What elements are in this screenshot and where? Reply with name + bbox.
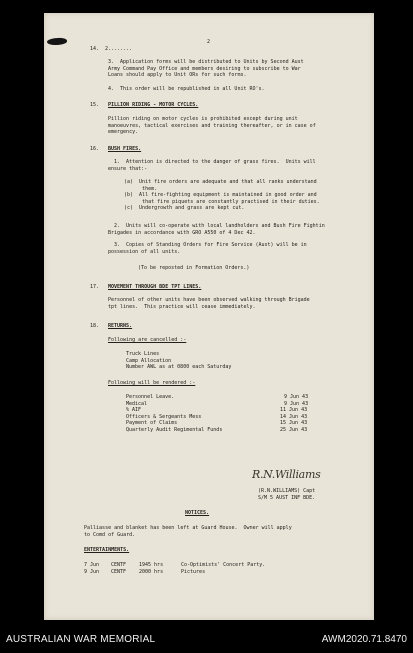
- cancelled-item: Camp Allocation: [126, 357, 172, 364]
- return-date: 15 Jun 43: [280, 420, 308, 426]
- paragraph-4: 4. This order will be republished in all Unit RO's.: [108, 86, 265, 92]
- archive-source-label: AUSTRALIAN WAR MEMORIAL: [6, 634, 156, 645]
- return-item: Payment of Claims: [126, 420, 178, 426]
- section-16-para-3-line-1: 3. Copies of Standing Orders for Fire Service (Aust) will be in: [114, 242, 307, 248]
- bush-fire-item-b: (b) All fire-fighting equipment is maintained in good order and: [124, 192, 317, 198]
- notices-title: NOTICES.: [185, 510, 210, 516]
- section-15-line-1: Pillion riding on motor cycles is prohibited except during unit: [108, 116, 298, 122]
- return-item: Quarterly Audit Regimental Funds: [126, 426, 223, 433]
- cancelled-item: Truck Lines: [126, 351, 160, 357]
- section-17-number: 17.: [90, 284, 100, 290]
- bush-fire-item-a: (a) Unit fire orders are adequate and that all ranks understand: [124, 179, 317, 185]
- section-17-line-2: tpt lines. This practice will cease immediately.: [108, 303, 256, 310]
- return-item: Officers & Sergeants Mess: [126, 413, 202, 420]
- entertainment-event: Co-Optimists' Concert Party.: [181, 562, 266, 568]
- entertainments-title: ENTERTAINMENTS.: [84, 547, 130, 553]
- entertainment-event: Pictures: [181, 568, 206, 575]
- section-16-repost-note: (To be reposted in Formation Orders.): [138, 265, 250, 271]
- paragraph-3-line-1: 3. Application forms will be distributed to Units by Second Aust: [108, 59, 304, 65]
- bush-fire-item-a-cont: them.: [124, 185, 158, 192]
- section-17-title: MOVEMENT THROUGH BDE TPT LINES.: [108, 284, 202, 290]
- return-item: Personnel Leave.: [126, 394, 175, 400]
- signature-role: S/M 5 AUST INF BDE.: [258, 494, 316, 501]
- return-item: Medical: [126, 400, 148, 407]
- bush-fire-item-c: (c) Undergrowth and grass are kept cut.: [124, 205, 245, 211]
- section-16-number: 16.: [90, 146, 100, 152]
- entertainment-date: 7 Jun: [84, 562, 100, 568]
- return-date: 9 Jun 43: [284, 394, 309, 400]
- section-15-line-2: manoeuvres, tactical exercises and training thereafter, or in case of: [108, 122, 316, 129]
- paragraph-3-line-3: Loans should apply to Unit ORs for such forms.: [108, 72, 247, 78]
- entertainment-time: 1945 hrs: [139, 562, 164, 568]
- section-16-para-3-line-2: possession of all units.: [108, 248, 181, 255]
- section-15-number: 15.: [90, 102, 100, 108]
- section-18-title: RETURNS.: [108, 323, 133, 329]
- section-15-line-3: emergency.: [108, 129, 139, 135]
- section-16-title: BUSH FIRES.: [108, 146, 142, 152]
- bush-fire-item-b-cont: that fire piquets are constantly practised in their duties.: [124, 198, 320, 205]
- section-16-para-2-line-1: 2. Units will co-operate with local landholders and Bush Fire Fightin: [114, 223, 325, 229]
- section-16-para-1-line-1: 1. Attention is directed to the danger of grass fires. Units will: [114, 159, 316, 165]
- returns-cancelled-heading: Following are cancelled :-: [108, 337, 187, 343]
- entertainment-place: CENTF: [111, 568, 127, 575]
- accession-number: AWM2020.71.8470: [321, 634, 407, 645]
- section-15-title: PILLION RIDING - MOTOR CYCLES.: [108, 102, 199, 108]
- entertainment-time: 2000 hrs: [139, 568, 164, 575]
- signature-name: (R.N.WILLIAMS) Capt: [258, 488, 316, 494]
- returns-rendered-heading: Following will be rendered :-: [108, 380, 196, 386]
- return-date: 14 Jun 43: [280, 413, 308, 420]
- paragraph-3-line-2: Army Command Pay Office and members desiring to subscribe to War: [108, 65, 301, 72]
- notices-line-2: to Comd of Guard.: [84, 531, 136, 538]
- return-date: 9 Jun 43: [284, 400, 309, 407]
- page-number: 2: [207, 39, 211, 45]
- handwritten-signature: R.N.Williams: [252, 468, 321, 481]
- section-16-para-2-line-2: Brigades in accordance with GRO A550 of 4 Dec 42.: [108, 229, 256, 236]
- archive-footer-bar: [0, 626, 413, 653]
- section-17-line-1: Personnel of other units have been observed walking through Brigade: [108, 297, 310, 303]
- section-18-number: 18.: [90, 323, 100, 329]
- return-date: 11 Jun 43: [280, 407, 308, 413]
- entertainment-date: 9 Jun: [84, 568, 100, 575]
- section-14-continuation: 14. 2........: [90, 46, 133, 52]
- notices-line-1: Palliasse and blanket has been left at Guard House. Owner will apply: [84, 525, 292, 531]
- cancelled-item: Number AWL as at 0800 each Saturday: [126, 364, 232, 370]
- section-16-para-1-line-2: ensure that:-: [108, 165, 148, 172]
- entertainment-place: CENTF: [111, 562, 127, 568]
- return-date: 25 Jun 43: [280, 426, 308, 433]
- return-item: % AIF: [126, 407, 142, 413]
